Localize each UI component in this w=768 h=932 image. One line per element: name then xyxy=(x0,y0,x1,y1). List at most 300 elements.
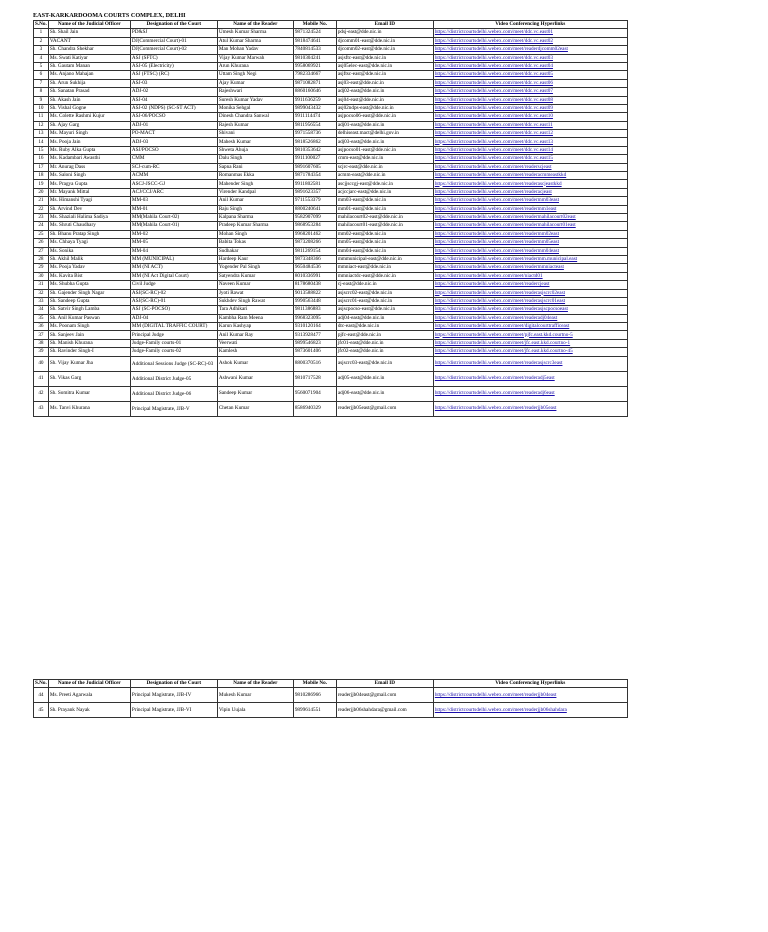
sno-cell: 40 xyxy=(34,356,49,371)
header-officer: Name of the Judicial Officer xyxy=(48,680,130,688)
court-designation-cell: ASJ (SC-POCSO) xyxy=(130,306,217,314)
table-row xyxy=(34,180,628,188)
reader-name-cell: Monika Sehgal xyxy=(217,104,293,112)
video-link-cell[interactable]: https://districtcourtsdelhi.webex.com/meet/ddc.vc.east04 xyxy=(433,62,627,70)
email-cell: djcomm01-east@dde.nic.in xyxy=(336,37,433,45)
sno-cell: 4 xyxy=(34,54,49,62)
mobile-cell: 9911114474 xyxy=(293,113,336,121)
sno-cell: 28 xyxy=(34,255,49,263)
video-link-cell[interactable]: https://districtcourtsdelhi.webex.com/meet/readerasjscrc3east xyxy=(433,356,627,371)
table-row xyxy=(34,205,628,213)
video-link-cell[interactable]: https://districtcourtsdelhi.webex.com/meet/readermm1east xyxy=(433,205,627,213)
officer-name-cell: Ms. Swati Katiyar xyxy=(48,54,130,62)
mobile-cell: 8860160646 xyxy=(293,88,336,96)
video-link-cell[interactable]: https://districtcourtsdelhi.webex.com/meet/readermahilacourt01east xyxy=(433,222,627,230)
mobile-cell: 9958069921 xyxy=(293,62,336,70)
sno-cell: 27 xyxy=(34,247,49,255)
sno-cell: 16 xyxy=(34,155,49,163)
mobile-cell: 9313928477 xyxy=(293,331,336,339)
court-designation-cell: ADJ-03 xyxy=(130,138,217,146)
sno-cell: 2 xyxy=(34,37,49,45)
table-row xyxy=(34,371,628,386)
video-link-cell[interactable]: https://districtcourtsdelhi.webex.com/meet/jfc.east.kkd.courtno-45 xyxy=(433,348,627,356)
video-link-cell[interactable]: https://districtcourtsdelhi.webex.com/meet/readerasjscrc02east xyxy=(433,289,627,297)
reader-name-cell: Dinesh Chandra Sanwal xyxy=(217,113,293,121)
reader-name-cell: Ashok Kumar xyxy=(217,356,293,371)
video-link-cell[interactable]: https://districtcourtsdelhi.webex.com/meet/readerdjcomm02east xyxy=(433,46,627,54)
table-row xyxy=(34,79,628,87)
table-row xyxy=(34,54,628,62)
video-link-cell[interactable]: https://districtcourtsdelhi.webex.com/meet/readerjjb05east xyxy=(433,401,627,416)
mobile-cell: 9911636259 xyxy=(293,96,336,104)
mobile-cell: 9868953284 xyxy=(293,222,336,230)
mobile-cell: 9873601406 xyxy=(293,348,336,356)
sno-cell: 22 xyxy=(34,205,49,213)
court-designation-cell: MM(Mahila Court-01) xyxy=(130,222,217,230)
sno-cell: 45 xyxy=(34,703,49,718)
officer-name-cell: Ms. Chhaya Tyagi xyxy=(48,239,130,247)
email-cell: asjscrc01-east@dde.nic.in xyxy=(336,297,433,305)
sno-cell: 13 xyxy=(34,130,49,138)
email-cell: mm03-east@dde.nic.in xyxy=(336,197,433,205)
officer-name-cell: Ms. Pragya Gupta xyxy=(48,180,130,188)
court-designation-cell: Judge-Family courts-01 xyxy=(130,339,217,347)
mobile-cell: 7840814533 xyxy=(293,46,336,54)
mobile-cell: 9650484536 xyxy=(293,264,336,272)
officer-name-cell: Ms. Colette Rashmi Kujur xyxy=(48,113,130,121)
sno-cell: 15 xyxy=(34,146,49,154)
table-row xyxy=(34,339,628,347)
officer-name-cell: Ms. Kadambari Awasthi xyxy=(48,155,130,163)
sno-cell: 23 xyxy=(34,213,49,221)
table-row xyxy=(34,88,628,96)
video-link-cell[interactable]: https://districtcourtsdelhi.webex.com/meet/readerasjscrc01east xyxy=(433,297,627,305)
video-link-cell[interactable]: https://districtcourtsdelhi.webex.com/meet/readerjjb06shahdara xyxy=(433,703,627,718)
mobile-cell: 9811386883 xyxy=(293,306,336,314)
email-cell: mm01-east@dde.nic.in xyxy=(336,205,433,213)
header-officer: Name of the Judicial Officer xyxy=(48,21,130,29)
reader-name-cell: Kalpana Sharma xyxy=(217,213,293,221)
reader-name-cell: Sandeep Kumar xyxy=(217,386,293,401)
email-cell: asjsftc-east@dde.nic.in xyxy=(336,54,433,62)
sno-cell: 38 xyxy=(34,339,49,347)
mobile-cell: 9873208266 xyxy=(293,239,336,247)
mobile-cell: 9871784354 xyxy=(293,172,336,180)
video-link-cell[interactable]: https://districtcourtsdelhi.webex.com/meet/ddc.vc.east03 xyxy=(433,54,627,62)
officer-name-cell: Sh. Gautam Manan xyxy=(48,62,130,70)
table-row xyxy=(34,46,628,54)
reader-name-cell: Naveen Kumar xyxy=(217,281,293,289)
email-cell: mahilacourt01-east@dde.nic.in xyxy=(336,222,433,230)
video-link-cell[interactable]: https://districtcourtsdelhi.webex.com/meet/ddc.vc.east07 xyxy=(433,88,627,96)
reader-name-cell: Umesh Kumar Sharma xyxy=(217,29,293,37)
officer-name-cell: Sh. Sanjeev Jain xyxy=(48,331,130,339)
officer-name-cell: Ms. Pooja Yadav xyxy=(48,264,130,272)
officer-name-cell: Ms. Kavita Bist xyxy=(48,272,130,280)
court-designation-cell: Additional District Judge-05 xyxy=(130,371,217,386)
header-sno: S.No. xyxy=(35,680,47,687)
reader-name-cell: Hardeep Kaur xyxy=(217,255,293,263)
mobile-cell: 7982334667 xyxy=(293,71,336,79)
sno-cell: 43 xyxy=(34,401,49,416)
mobile-cell: 9810286966 xyxy=(293,688,336,703)
reader-name-cell: Romanmas Ekka xyxy=(217,172,293,180)
video-link-cell[interactable]: https://districtcourtsdelhi.webex.com/meet/jfc.east.kkd.courtno-1 xyxy=(433,339,627,347)
table-row xyxy=(34,155,628,163)
email-cell: jfc01-east@dde.nic.in xyxy=(336,339,433,347)
reader-name-cell: Satyendra Kumar xyxy=(217,272,293,280)
court-designation-cell: MM-01 xyxy=(130,205,217,213)
officer-name-cell: Ms. Poonam Singh xyxy=(48,323,130,331)
officer-name-cell: Ms. Shubha Gupta xyxy=(48,281,130,289)
video-link-cell[interactable]: https://districtcourtsdelhi.webex.com/meet/readerascjeastkkd xyxy=(433,180,627,188)
table-body xyxy=(34,688,628,718)
officer-name-cell: Sh. Ravinder Singh-I xyxy=(48,348,130,356)
video-link-cell[interactable]: https://districtcourtsdelhi.webex.com/meet/ddc.vc.east15 xyxy=(433,155,627,163)
table-row xyxy=(34,386,628,401)
sno-cell: 39 xyxy=(34,348,49,356)
sno-cell: 11 xyxy=(34,113,49,121)
court-designation-cell: MM-03 xyxy=(130,197,217,205)
video-link-cell[interactable]: https://districtcourtsdelhi.webex.com/meet/readeradj04east xyxy=(433,314,627,322)
sno-cell: 41 xyxy=(34,371,49,386)
email-cell: asj04-east@dde.nic.in xyxy=(336,96,433,104)
mobile-cell: 8178680438 xyxy=(293,281,336,289)
email-cell: asjscpocso-east@dde.nic.in xyxy=(336,306,433,314)
email-cell: mm05-east@dde.nic.in xyxy=(336,239,433,247)
table-row xyxy=(34,255,628,263)
officer-name-cell: Sh. Gajender Singh Nagar xyxy=(48,289,130,297)
table-row xyxy=(34,197,628,205)
video-link-cell[interactable]: https://districtcourtsdelhi.webex.com/meet/readermm04east xyxy=(433,247,627,255)
reader-name-cell: Uttam Singh Negi xyxy=(217,71,293,79)
sno-cell: 44 xyxy=(34,688,49,703)
court-designation-cell: ASJ-03 xyxy=(130,79,217,87)
sno-cell: 35 xyxy=(34,314,49,322)
video-link-cell[interactable]: https://districtcourtsdelhi.webex.com/meet/ddc.vc.east05 xyxy=(433,71,627,79)
reader-name-cell: Mukesh Kumar xyxy=(217,688,293,703)
officer-name-cell: Sh. Vikas Garg xyxy=(48,371,130,386)
table-row xyxy=(34,247,628,255)
reader-name-cell: Rajeshwari xyxy=(217,88,293,96)
reader-name-cell: Rajesh Kumar xyxy=(217,121,293,129)
table-row xyxy=(34,306,628,314)
reader-name-cell: Shivani xyxy=(217,130,293,138)
court-designation-cell: ASJ(SC-RC)-02 xyxy=(130,289,217,297)
reader-name-cell: Ajay Kumar xyxy=(217,79,293,87)
mobile-cell: 9911100027 xyxy=(293,155,336,163)
reader-name-cell: Suresh Kumar Yadav xyxy=(217,96,293,104)
mobile-cell: 9899043432 xyxy=(293,104,336,112)
email-cell: cmm-east@dde.nic.in xyxy=(336,155,433,163)
table-row xyxy=(34,356,628,371)
mobile-cell: 9871082871 xyxy=(293,79,336,87)
table-row xyxy=(34,96,628,104)
court-designation-cell: ASJ-02 (NDPS) (SC-ST ACT) xyxy=(130,104,217,112)
email-cell: djcomm02-east@dde.nic.in xyxy=(336,46,433,54)
video-link-cell[interactable]: https://districtcourtsdelhi.webex.com/meet/ddc.vc.east01 xyxy=(433,29,627,37)
court-designation-cell: MM-04 xyxy=(130,247,217,255)
table-row xyxy=(34,348,628,356)
officer-name-cell: VACANT xyxy=(48,37,130,45)
reader-name-cell: Sapna Rani xyxy=(217,163,293,171)
sno-cell: 8 xyxy=(34,88,49,96)
court-designation-cell: MM(Mahila Court-02) xyxy=(130,213,217,221)
video-link-cell[interactable]: https://districtcourtsdelhi.webex.com/meet/ddc.vc.east11 xyxy=(433,121,627,129)
mobile-cell: 9968323095 xyxy=(293,314,336,322)
court-designation-cell: ASJ (SFTC) xyxy=(130,54,217,62)
email-cell: readerjjb05east@gmail.com xyxy=(336,401,433,416)
sno-cell: 31 xyxy=(34,281,49,289)
officer-name-cell: Sh. Chandra Shekhar xyxy=(48,46,130,54)
video-link-cell[interactable]: https://districtcourtsdelhi.webex.com/meet/readercjeast xyxy=(433,281,627,289)
sno-cell: 1 xyxy=(34,29,49,37)
email-cell: pjfc-east@dde.nic.in xyxy=(336,331,433,339)
video-link-cell[interactable]: https://districtcourtsdelhi.webex.com/meet/readermm05east xyxy=(433,239,627,247)
reader-name-cell: Atul Kumar Sharma xyxy=(217,37,293,45)
officer-name-cell: Sh. Vijay Kumar Jha xyxy=(48,356,130,371)
reader-name-cell: Mahender Singh xyxy=(217,180,293,188)
court-designation-cell: ASJ-06/POCSO xyxy=(130,113,217,121)
reader-name-cell: Jyoti Rawat xyxy=(217,289,293,297)
email-cell: pdsj-east@dde.nic.in xyxy=(336,29,433,37)
mobile-cell: 9818526862 xyxy=(293,138,336,146)
video-link-cell[interactable]: https://districtcourtsdelhi.webex.com/meet/readermm02east xyxy=(433,230,627,238)
court-designation-cell: ASJ (FTSC) (RC) xyxy=(130,71,217,79)
video-link-cell[interactable]: https://districtcourtsdelhi.webex.com/meet/readerscjeast xyxy=(433,163,627,171)
sno-cell: 30 xyxy=(34,272,49,280)
mobile-cell: 9810353642 xyxy=(293,146,336,154)
mobile-cell: 9971558736 xyxy=(293,130,336,138)
mobile-cell: 9811956554 xyxy=(293,121,336,129)
reader-name-cell: Arun Khurana xyxy=(217,62,293,70)
mobile-cell: 9013588822 xyxy=(293,289,336,297)
email-cell: asj05elec-east@dde.nic.in xyxy=(336,62,433,70)
sno-cell: 10 xyxy=(34,104,49,112)
mobile-cell: 9310120164 xyxy=(293,323,336,331)
officer-name-cell: Sh. Sandeep Gupta xyxy=(48,297,130,305)
court-designation-cell: ASJ-04 xyxy=(130,96,217,104)
court-designation-cell: ADJ-04 xyxy=(130,314,217,322)
email-cell: readerjjb04east@gmail.com xyxy=(336,688,433,703)
officer-name-cell: Sh. Akash Jain xyxy=(48,96,130,104)
table-row xyxy=(34,323,628,331)
email-cell: mm04-east@dde.nic.in xyxy=(336,247,433,255)
officer-name-cell: Sh. Akhil Malik xyxy=(48,255,130,263)
mobile-cell: 9911802581 xyxy=(293,180,336,188)
officer-name-cell: Sh. Somitra Kumar xyxy=(48,386,130,401)
officer-name-cell: Ms. Ruby Alka Gupta xyxy=(48,146,130,154)
court-designation-cell: ACMM xyxy=(130,172,217,180)
email-cell: asjscrc03-east@dde.nic.in xyxy=(336,356,433,371)
court-designation-cell: Principal Magistrate, JJB-IV xyxy=(130,688,217,703)
email-cell: adj03-east@dde.nic.in xyxy=(336,138,433,146)
mobile-cell: 8010336991 xyxy=(293,272,336,280)
reader-name-cell: Sudhakar xyxy=(217,247,293,255)
table-row xyxy=(34,272,628,280)
sno-cell: 14 xyxy=(34,138,49,146)
reader-name-cell: Virender Kandpal xyxy=(217,188,293,196)
sno-cell: 21 xyxy=(34,197,49,205)
header-mobile: Mobile No. xyxy=(293,21,336,29)
reader-name-cell: Pradeep Kumar Sharma xyxy=(217,222,293,230)
officer-name-cell: Ms. Sonika xyxy=(48,247,130,255)
sno-cell: 12 xyxy=(34,121,49,129)
reader-name-cell: Raju Singh xyxy=(217,205,293,213)
video-link-cell[interactable]: https://districtcourtsdelhi.webex.com/meet/ddc.vc.east02 xyxy=(433,37,627,45)
video-link-cell[interactable]: https://districtcourtsdelhi.webex.com/meet/readeracmmeastkkd xyxy=(433,172,627,180)
table-row xyxy=(34,703,628,718)
court-designation-cell: MM (DIGITAL TRAFFIC COURT) xyxy=(130,323,217,331)
reader-name-cell: Sukhdev Singh Rawat xyxy=(217,297,293,305)
officer-name-cell: Sh. Satvir Singh Lamba xyxy=(48,306,130,314)
sno-cell: 17 xyxy=(34,163,49,171)
officer-name-cell: Ms. Himanshi Tyagi xyxy=(48,197,130,205)
video-link-cell[interactable]: https://districtcourtsdelhi.webex.com/meet/ddc.vc.east12 xyxy=(433,130,627,138)
sno-cell: 42 xyxy=(34,386,49,401)
table-row xyxy=(34,281,628,289)
table-body xyxy=(34,29,628,416)
table-row xyxy=(34,121,628,129)
court-designation-cell: MM-05 xyxy=(130,239,217,247)
officer-name-cell: Sh. Vishal Gogne xyxy=(48,104,130,112)
email-cell: readerjjb06shahdara@gmail.com xyxy=(336,703,433,718)
video-link-cell[interactable]: https://districtcourtsdelhi.webex.com/meet/readeradj6east xyxy=(433,386,627,401)
reader-name-cell: Anil Kumar Ray xyxy=(217,331,293,339)
email-cell: adj06-east@dde.nic.in xyxy=(336,386,433,401)
sno-cell: 26 xyxy=(34,239,49,247)
sno-cell: 3 xyxy=(34,46,49,54)
email-cell: scjrc-east@dde.nic.in xyxy=(336,163,433,171)
court-designation-cell: PO-MACT xyxy=(130,130,217,138)
video-link-cell[interactable]: https://districtcourtsdelhi.webex.com/meet/readeradj5east xyxy=(433,371,627,386)
header-court: Designation of the Court xyxy=(130,680,217,688)
video-link-cell[interactable]: https://districtcourtsdelhi.webex.com/meet/readerjjb04east xyxy=(433,688,627,703)
video-link-cell[interactable]: https://districtcourtsdelhi.webex.com/meet/digitalcourttrafficeast xyxy=(433,323,627,331)
video-link-cell[interactable]: https://districtcourtsdelhi.webex.com/meet/readeracjeast xyxy=(433,188,627,196)
email-cell: cj-east@dde.nic.in xyxy=(336,281,433,289)
table-row xyxy=(34,104,628,112)
email-cell: mmniact-east@dde.nic.in xyxy=(336,264,433,272)
officer-name-cell: Sh. Manish Khurana xyxy=(48,339,130,347)
video-link-cell[interactable]: https://districtcourtsdelhi.webex.com/meet/ddc.vc.east09 xyxy=(433,104,627,112)
mobile-cell: 9968201462 xyxy=(293,230,336,238)
reader-name-cell: Tara Adhikari xyxy=(217,306,293,314)
mobile-cell: 8800240641 xyxy=(293,205,336,213)
email-cell: asjpocso06-east@dde.nic.in xyxy=(336,113,433,121)
reader-name-cell: Kambha Ram Meena xyxy=(217,314,293,322)
sno-cell: 19 xyxy=(34,180,49,188)
court-designation-cell: SCJ-cum-RC xyxy=(130,163,217,171)
court-designation-cell: Principal Magistrate, JJB-VI xyxy=(130,703,217,718)
header-reader: Name of the Reader xyxy=(217,21,293,29)
court-designation-cell: PD&SJ xyxy=(130,29,217,37)
reader-name-cell: Shweta Ahuja xyxy=(217,146,293,154)
officer-name-cell: Sh. Arun Sukhija xyxy=(48,79,130,87)
table-row xyxy=(34,71,628,79)
court-designation-cell: Additional District Judge-06 xyxy=(130,386,217,401)
sno-cell: 24 xyxy=(34,222,49,230)
table-row xyxy=(34,289,628,297)
officer-name-cell: Ms. Anjano Mahajan xyxy=(48,71,130,79)
email-cell: jfc02-east@dde.nic.in xyxy=(336,348,433,356)
court-designation-cell: MM (MUNICIPAL) xyxy=(130,255,217,263)
mobile-cell: 9990563448 xyxy=(293,297,336,305)
video-link-cell[interactable]: https://districtcourtsdelhi.webex.com/meet/ddc.vc.east06 xyxy=(433,79,627,87)
court-designation-cell: DJ(Commercial Court)-01 xyxy=(130,37,217,45)
email-cell: mmmunicipal-east@dde.nic.in xyxy=(336,255,433,263)
reader-name-cell: Kamlesh xyxy=(217,348,293,356)
header-sno: S.No. xyxy=(35,21,47,28)
mobile-cell: 9899546823 xyxy=(293,339,336,347)
officer-name-cell: Sh. Bhanu Pratap Singh xyxy=(48,230,130,238)
officer-name-cell: Ms. Preeti Agarwala xyxy=(48,688,130,703)
email-cell: mmniactdc-east@dde.nic.in xyxy=(336,272,433,280)
video-link-cell[interactable]: https://districtcourtsdelhi.webex.com/meet/ddc.vc.east14 xyxy=(433,146,627,154)
sno-cell: 29 xyxy=(34,264,49,272)
table-row xyxy=(34,29,628,37)
table-row xyxy=(34,146,628,154)
jjb-officers-table xyxy=(33,679,628,718)
officer-name-cell: Sh. Arvind Dev xyxy=(48,205,130,213)
court-designation-cell: CMM xyxy=(130,155,217,163)
table-row xyxy=(34,138,628,146)
sno-cell: 5 xyxy=(34,62,49,70)
video-link-cell[interactable]: https://districtcourtsdelhi.webex.com/meet/readermahilacourt02east xyxy=(433,213,627,221)
court-designation-cell: Additional Sessions Judge (SC-RC)-03 xyxy=(130,356,217,371)
court-designation-cell: ACJ/CCJ/ARC xyxy=(130,188,217,196)
email-cell: adj04-east@dde.nic.in xyxy=(336,314,433,322)
officer-name-cell: Mr. Mayank Mittal xyxy=(48,188,130,196)
video-link-cell[interactable]: https://districtcourtsdelhi.webex.com/meet/readermmniacteast xyxy=(433,264,627,272)
table-row xyxy=(34,213,628,221)
video-link-cell[interactable]: https://districtcourtsdelhi.webex.com/meet/readermm.municipal.east xyxy=(433,255,627,263)
table-header-row xyxy=(34,21,628,29)
email-cell: dtc-east@dde.nic.in xyxy=(336,323,433,331)
video-link-cell[interactable]: https://districtcourtsdelhi.webex.com/meet/ddc.vc.east08 xyxy=(433,96,627,104)
officer-name-cell: Sh. Shail Jain xyxy=(48,29,130,37)
email-cell: ascjjsccgj-east@dde.nic.in xyxy=(336,180,433,188)
court-designation-cell: Principal Judge xyxy=(130,331,217,339)
video-link-cell[interactable]: https://districtcourtsdelhi.webex.com/meet/readerasjscpocsoeast xyxy=(433,306,627,314)
court-designation-cell: ADJ-01 xyxy=(130,121,217,129)
court-designation-cell: DJ(Commercial Court)-02 xyxy=(130,46,217,54)
reader-name-cell: Ashwani Kumar xyxy=(217,371,293,386)
court-designation-cell: ASJ(SC-RC)-01 xyxy=(130,297,217,305)
reader-name-cell: Babita Tokas xyxy=(217,239,293,247)
mobile-cell: 9811269154 xyxy=(293,247,336,255)
video-link-cell[interactable]: https://districtcourtsdelhi.webex.com/meet/pjfc.east.kkd.courtno-5 xyxy=(433,331,627,339)
video-link-cell[interactable]: https://districtcourtsdelhi.webex.com/meet/ddc.vc.east13 xyxy=(433,138,627,146)
sno-cell: 6 xyxy=(34,71,49,79)
header-video-link: Video Conferencing Hyperlinks xyxy=(433,21,627,29)
video-link-cell[interactable]: https://districtcourtsdelhi.webex.com/meet/readermm03east xyxy=(433,197,627,205)
mobile-cell: 9810717528 xyxy=(293,371,336,386)
table-row xyxy=(34,188,628,196)
header-video-link: Video Conferencing Hyperlinks xyxy=(433,680,627,688)
video-link-cell[interactable]: https://districtcourtsdelhi.webex.com/meet/ddc.vc.east10 xyxy=(433,113,627,121)
court-designation-cell: ASJ-05 (Electricity) xyxy=(130,62,217,70)
mobile-cell: 9899614551 xyxy=(293,703,336,718)
video-link-cell[interactable]: https://districtcourtsdelhi.webex.com/meet/niactd01 xyxy=(433,272,627,280)
sno-cell: 36 xyxy=(34,323,49,331)
sno-cell: 18 xyxy=(34,172,49,180)
mobile-cell: 8586940329 xyxy=(293,401,336,416)
table-row xyxy=(34,62,628,70)
header-email: Email ID xyxy=(336,680,433,688)
email-cell: asj02ndps-east@dde.nic.in xyxy=(336,104,433,112)
mobile-cell: 9810304241 xyxy=(293,54,336,62)
